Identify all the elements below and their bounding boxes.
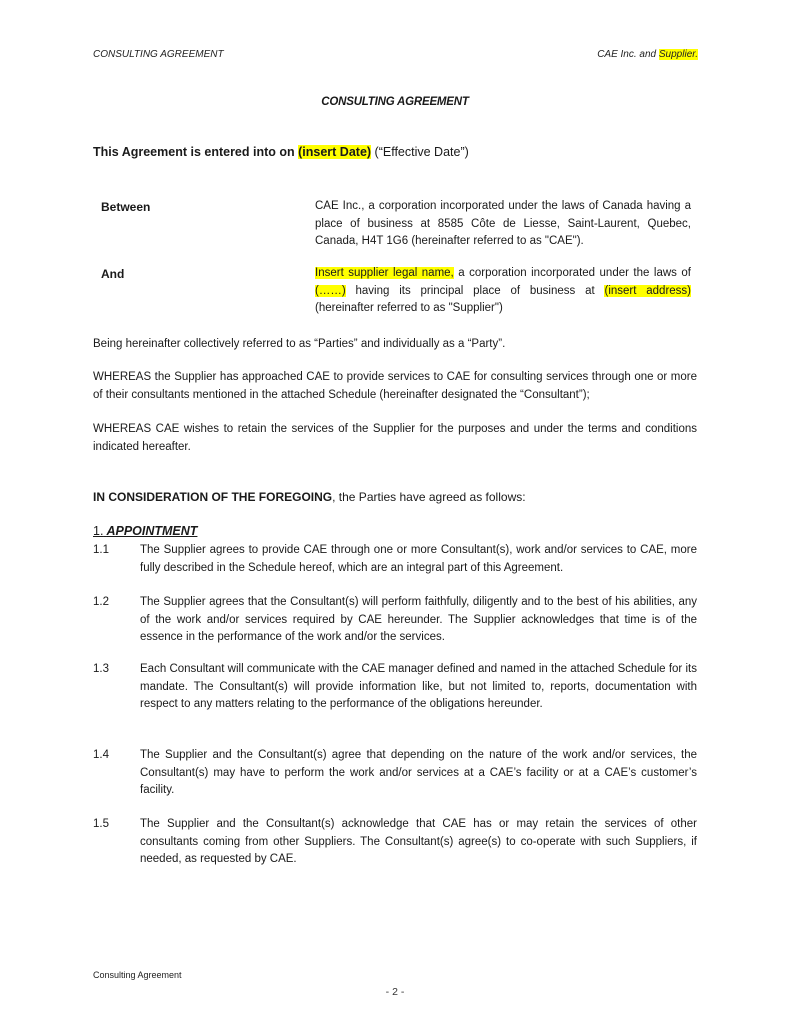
header-right-prefix: CAE Inc. and: [597, 49, 659, 60]
paragraph-whereas-2: WHEREAS CAE wishes to retain the services of the Supplier for the purposes and under the terms and conditions indicated hereafter.: [93, 423, 697, 453]
clause-number: 1.1: [93, 544, 109, 556]
clause-number: 1.3: [93, 663, 109, 675]
party-label-between: Between: [101, 200, 151, 214]
paragraph-parties: Being hereinafter collectively referred to as “Parties” and individually as a “Party”.: [93, 338, 506, 350]
clause-1-2: [93, 594, 697, 647]
party-text-supplier: [315, 265, 691, 318]
clause-text: The Supplier agrees to provide CAE through one or more Consultant(s), work and/or services to CAE, more fully described in the Schedule hereof, which are an integral part of this Agreement.: [140, 544, 697, 574]
clause-1-5: [93, 816, 697, 869]
laws-placeholder: (……): [315, 284, 346, 297]
clause-text: The Supplier agrees that the Consultant(s) will perform faithfully, diligently and to the best of his abilities, any of the work and/or services required by CAE hereunder. The Supplier acknowledges that time is of the essence in the performance of the work and/or the services.: [140, 596, 697, 643]
supplier-name-placeholder: Insert supplier legal name,: [315, 267, 454, 279]
header-right: [597, 49, 698, 60]
paragraph-whereas-1: WHEREAS the Supplier has approached CAE to provide services to CAE for consulting services through one or more of their consultants mentioned in the attached Schedule (hereinafter designated the “Consultant”);: [93, 371, 697, 401]
clause-text: The Supplier and the Consultant(s) agree that depending on the nature of the work and/or services, the Consultant(s) may have to perform the work and/or services at a CAE’s facility or at a CAE’s customer’s facility.: [140, 749, 697, 796]
document-title: CONSULTING AGREEMENT: [321, 96, 469, 108]
clause-number: 1.5: [93, 818, 109, 830]
clause-number: 1.2: [93, 596, 109, 608]
clause-number: 1.4: [93, 749, 109, 761]
clause-text: Each Consultant will communicate with the CAE manager defined and named in the attached Schedule for its mandate. The Consultant(s) will provide information like, but not limited to, reports, documentation with respect to any matters relating to the performance of the obligations hereunder.: [140, 663, 697, 710]
consideration-rest: , the Parties have agreed as follows:: [332, 490, 526, 504]
section-heading-appointment: [93, 524, 197, 538]
supplier-text-b: having its principal place of business at: [345, 284, 605, 297]
section-title: APPOINTMENT: [106, 524, 198, 538]
supplier-text-a: a corporation incorporated under the laws of: [453, 267, 691, 279]
party-label-and: And: [101, 267, 125, 281]
clause-1-1: [93, 542, 697, 577]
header-left: CONSULTING AGREEMENT: [93, 49, 224, 60]
party-text-cae: CAE Inc., a corporation incorporated under the laws of Canada having a place of business at 8585 Côte de Liesse, Saint-Laurent, Quebec, Canada, H4T 1G6 (hereinafter referred to as "CAE").: [315, 200, 691, 247]
address-placeholder: (insert address): [604, 284, 691, 297]
intro-line: [93, 145, 469, 159]
section-number: 1.: [93, 524, 104, 538]
header-right-highlight: Supplier.: [658, 49, 698, 60]
consideration-bold: IN CONSIDERATION OF THE FOREGOING: [93, 490, 333, 504]
insert-date-placeholder: (insert Date): [298, 145, 372, 159]
page-number: - 2 -: [385, 986, 405, 998]
intro-bold: This Agreement is entered into on: [93, 145, 299, 159]
intro-suffix: (“Effective Date”): [371, 145, 469, 159]
footer-left: Consulting Agreement: [93, 970, 182, 980]
supplier-text-c: (hereinafter referred to as "Supplier"): [315, 302, 503, 314]
clause-text: The Supplier and the Consultant(s) acknowledge that CAE has or may retain the services of other consultants coming from other Suppliers. The Consultant(s) agree(s) to co-operate with such Suppliers, if needed, as requested by CAE.: [140, 818, 697, 865]
clause-1-4: [93, 747, 697, 800]
consideration-line: [93, 489, 697, 507]
clause-1-3: [93, 661, 697, 714]
